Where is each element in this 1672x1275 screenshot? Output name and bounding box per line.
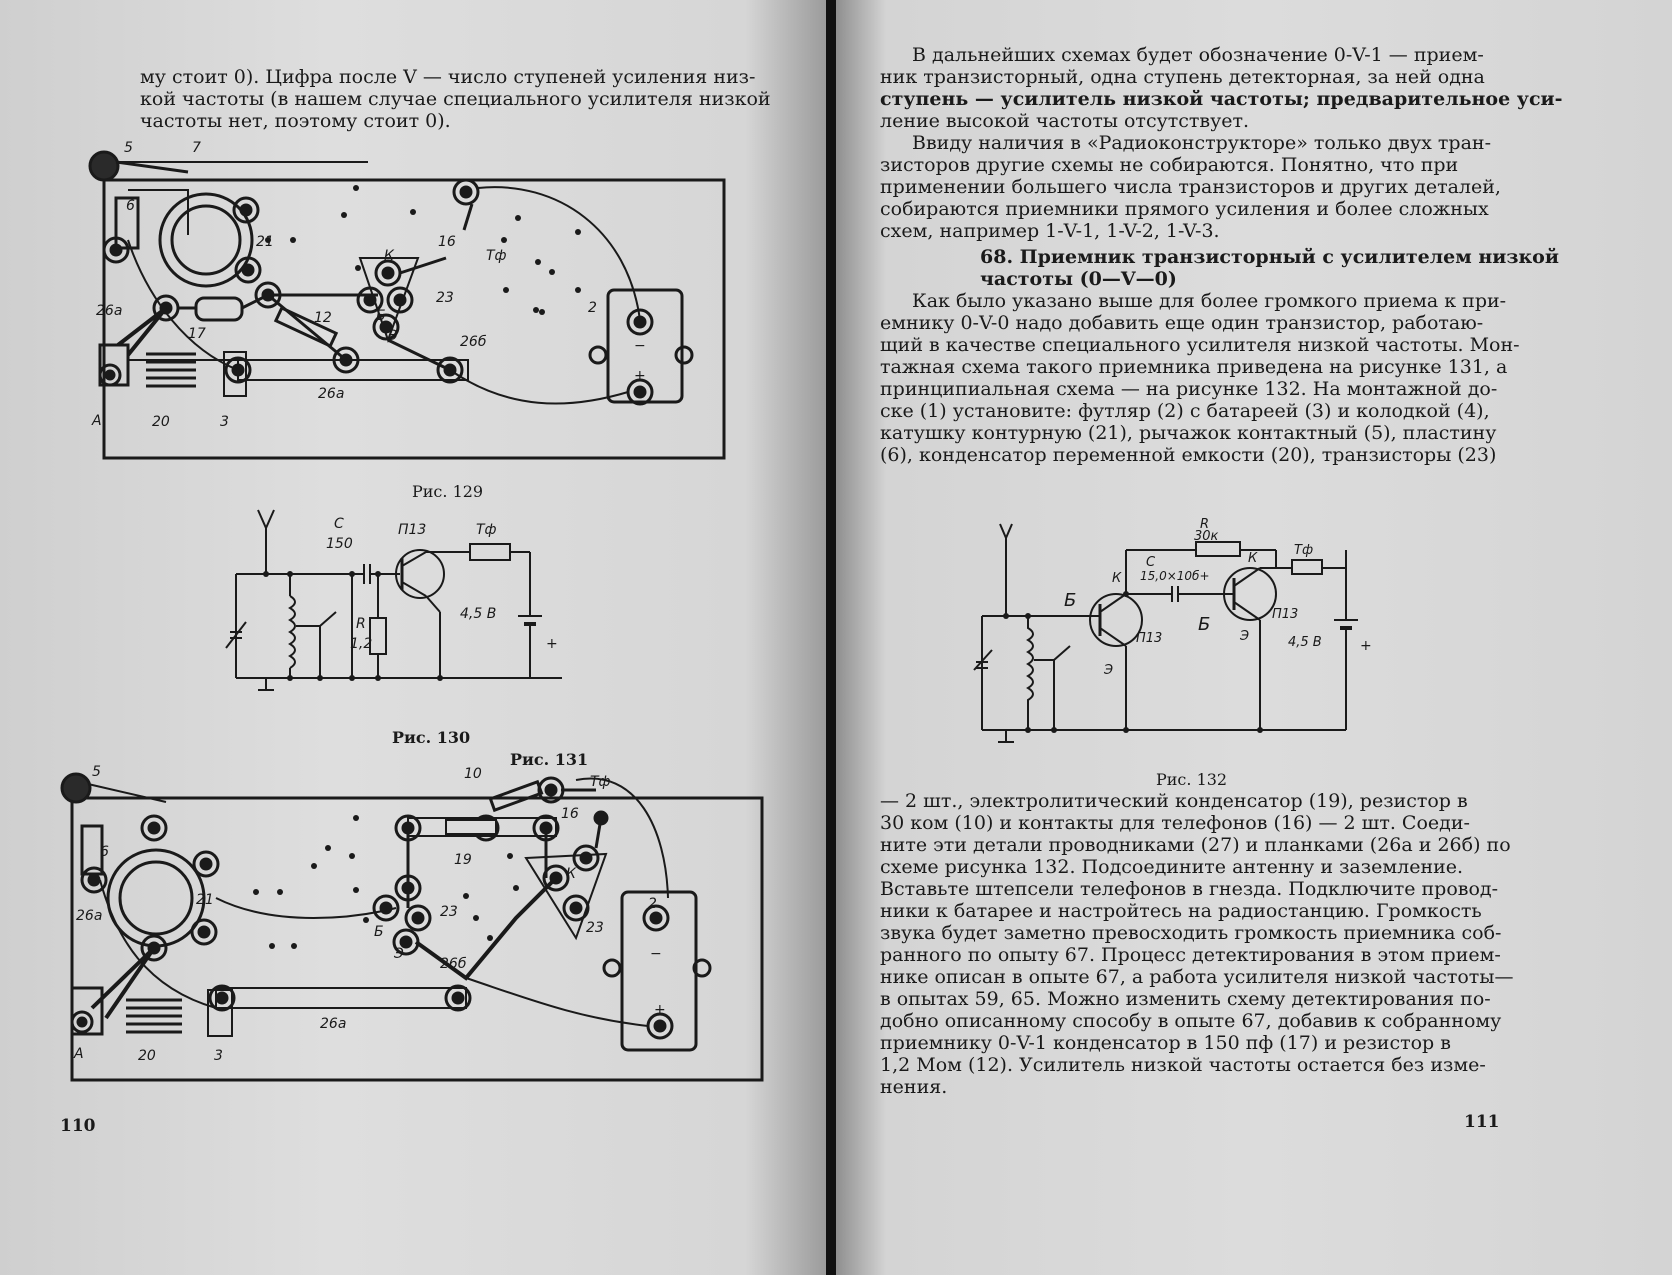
fig132-label: П13 xyxy=(1272,607,1299,622)
text-line: схеме рисунка 132. Подсоедините антенну и заземление. xyxy=(880,856,1464,878)
text-line: ранного по опыту 67. Процесс детектирования в этом прием- xyxy=(880,944,1501,966)
intro-text xyxy=(140,66,780,132)
fig129-label: − xyxy=(634,338,646,354)
fig129-label: К xyxy=(384,248,394,264)
fig130-label: Тф xyxy=(476,522,497,538)
fig132-label: С xyxy=(1146,555,1156,570)
fig131-label: 2 xyxy=(648,896,657,912)
text-line: тажная схема такого приемника приведена на рисунке 131, а xyxy=(880,356,1508,378)
section-heading xyxy=(880,246,1559,290)
right-mid-text xyxy=(880,290,1556,466)
fig129-label: + xyxy=(634,368,646,384)
text-line: нике описан в опыте 67, а работа усилителя низкой частоты— xyxy=(880,966,1514,988)
text-line: 30 ком (10) и контакты для телефонов (16) — 2 шт. Соеди- xyxy=(880,812,1470,834)
text-line: ните эти детали проводниками (27) и планками (26а и 26б) по xyxy=(880,834,1511,856)
fig132-label: П13 xyxy=(1136,631,1163,646)
fig130-label: П13 xyxy=(398,522,427,538)
fig129-label: Э xyxy=(388,328,398,344)
fig132-label: + xyxy=(1360,638,1372,654)
fig131-label: 6 xyxy=(100,844,109,860)
fig131-label: Э xyxy=(394,946,404,962)
fig131-label: 16 xyxy=(561,806,579,822)
fig131-label: 5 xyxy=(92,764,101,780)
text-line: Как было указано выше для более громкого приема к при- xyxy=(912,290,1507,312)
intro-line: частоты нет, поэтому стоит 0). xyxy=(140,110,451,132)
figure-129-wiring-diagram xyxy=(88,140,748,470)
text-line: — 2 шт., электролитический конденсатор (19), резистор в xyxy=(880,790,1468,812)
fig129-label: 26а xyxy=(318,386,345,402)
fig131-label: 21 xyxy=(196,892,214,908)
figure-131-wiring-diagram xyxy=(56,764,776,1098)
fig132-label: К xyxy=(1112,571,1122,586)
fig131-label: 23 xyxy=(440,904,458,920)
fig132-label: 30к xyxy=(1194,529,1219,544)
fig131-label: + xyxy=(654,1002,666,1018)
text-line: 1,2 Мом (12). Усилитель низкой частоты остается без изме- xyxy=(880,1054,1486,1076)
text-line: применении большего числа транзисторов и других деталей, xyxy=(880,176,1501,198)
fig131-label: 3 xyxy=(214,1048,223,1064)
fig132-label: R xyxy=(1200,517,1210,532)
page-number-left: 110 xyxy=(60,1116,96,1136)
text-line: ление высокой частоты отсутствует. xyxy=(880,110,1250,132)
fig129-label: 12 xyxy=(314,310,332,326)
text-line: добно описанному способу в опыте 67, добавив к собранному xyxy=(880,1010,1502,1032)
fig129-label: 23 xyxy=(436,290,454,306)
fig132-label: Б xyxy=(1198,614,1211,635)
text-line: в опытах 59, 65. Можно изменить схему детектирования по- xyxy=(880,988,1491,1010)
fig129-caption: Рис. 129 xyxy=(412,482,484,501)
text-line: схем, например 1-V-1, 1-V-2, 1-V-3. xyxy=(880,220,1220,242)
right-bottom-text xyxy=(880,790,1556,1098)
right-top-text xyxy=(880,44,1563,242)
text-line: нения. xyxy=(880,1076,948,1098)
fig132-caption: Рис. 132 xyxy=(1156,770,1228,789)
figure-132-schematic xyxy=(976,510,1416,750)
fig131-label: Б xyxy=(374,924,384,940)
fig129-label: 3 xyxy=(220,414,229,430)
text-line: звука будет заметно превосходить громкость приемника соб- xyxy=(880,922,1502,944)
fig132-label: 15,0×10б+ xyxy=(1140,569,1210,583)
fig129-label: Тф xyxy=(486,248,507,264)
text-line: емнику 0-V-0 надо добавить еще один транзистор, работаю- xyxy=(880,312,1484,334)
fig131-label: К xyxy=(566,866,576,882)
fig131-label: Тф xyxy=(590,774,611,790)
fig131-caption: Рис. 131 xyxy=(510,750,589,769)
fig129-label: 20 xyxy=(152,414,170,430)
text-line: В дальнейших схемах будет обозначение 0-V-1 — прием- xyxy=(912,44,1484,66)
text-line: принципиальная схема — на рисунке 132. На монтажной до- xyxy=(880,378,1498,400)
fig132-label: Тф xyxy=(1294,543,1314,558)
section-heading-line: частоты (0—V—0) xyxy=(980,268,1177,290)
fig129-label: 7 xyxy=(192,140,201,156)
fig129-label: А xyxy=(92,413,102,429)
fig131-label: − xyxy=(650,946,662,962)
fig130-label: С xyxy=(334,516,344,532)
fig129-label: 17 xyxy=(188,326,206,342)
page-number-right: 111 xyxy=(1464,1112,1500,1132)
fig130-label: + xyxy=(546,636,558,652)
fig131-label: 26а xyxy=(76,908,103,924)
left-page xyxy=(0,0,828,1275)
text-line: Вставьте штепсели телефонов в гнезда. Подключите провод- xyxy=(880,878,1499,900)
fig129-label: 21 xyxy=(256,234,274,250)
fig129-label: 2 xyxy=(588,300,597,316)
right-page xyxy=(836,0,1672,1275)
text-line: ники к батарее и настройтесь на радиостанцию. Громкость xyxy=(880,900,1482,922)
fig129-label: 16 xyxy=(438,234,456,250)
figure-130-schematic xyxy=(230,500,558,700)
text-line: катушку контурную (21), рычажок контактный (5), пластину xyxy=(880,422,1497,444)
intro-line: кой частоты (в нашем случае специального усилителя низкой xyxy=(140,88,771,110)
text-line: (6), конденсатор переменной емкости (20), транзисторы (23) xyxy=(880,444,1497,466)
fig130-label: R xyxy=(356,616,366,632)
intro-line: му стоит 0). Цифра после V — число ступеней усиления низ- xyxy=(140,66,756,88)
text-line: приемнику 0-V-1 конденсатор в 150 пф (17) и резистор в xyxy=(880,1032,1451,1054)
fig129-label: Б xyxy=(376,308,386,324)
text-line: собираются приемники прямого усиления и более сложных xyxy=(880,198,1489,220)
text-line: зисторов другие схемы не собираются. Понятно, что при xyxy=(880,154,1459,176)
section-heading-line: 68. Приемник транзисторный с усилителем низкой xyxy=(980,246,1559,268)
fig130-label: 150 xyxy=(326,536,353,552)
fig131-label: 23 xyxy=(586,920,604,936)
text-line: щий в качестве специального усилителя низкой частоты. Мон- xyxy=(880,334,1520,356)
fig132-label: Э xyxy=(1104,663,1114,678)
fig131-label: 26а xyxy=(320,1016,347,1032)
fig132-label: Э xyxy=(1240,629,1250,644)
fig129-label: 6 xyxy=(126,198,135,214)
text-line: Ввиду наличия в «Радиоконструкторе» только двух тран- xyxy=(912,132,1491,154)
fig129-label: 26б xyxy=(460,334,487,350)
fig129-label: 5 xyxy=(124,140,133,156)
text-line: ске (1) установите: футляр (2) с батареей (3) и колодкой (4), xyxy=(880,400,1490,422)
fig129-label: 26а xyxy=(96,303,123,319)
fig130-caption: Рис. 130 xyxy=(392,728,471,747)
fig132-label: 4,5 В xyxy=(1288,635,1322,650)
fig131-label: 19 xyxy=(454,852,472,868)
fig131-label: 26б xyxy=(440,956,467,972)
fig131-label: 10 xyxy=(464,766,482,782)
text-line: ник транзисторный, одна ступень детекторная, за ней одна xyxy=(880,66,1485,88)
fig130-label: 4,5 В xyxy=(460,606,497,622)
fig131-label: А xyxy=(74,1046,84,1062)
fig132-label: Б xyxy=(1064,590,1077,611)
text-line: ступень — усилитель низкой частоты; предварительное уси- xyxy=(880,88,1563,110)
fig131-label: 20 xyxy=(138,1048,156,1064)
fig132-label: К xyxy=(1248,551,1258,566)
fig130-label: 1,2 xyxy=(350,636,373,652)
